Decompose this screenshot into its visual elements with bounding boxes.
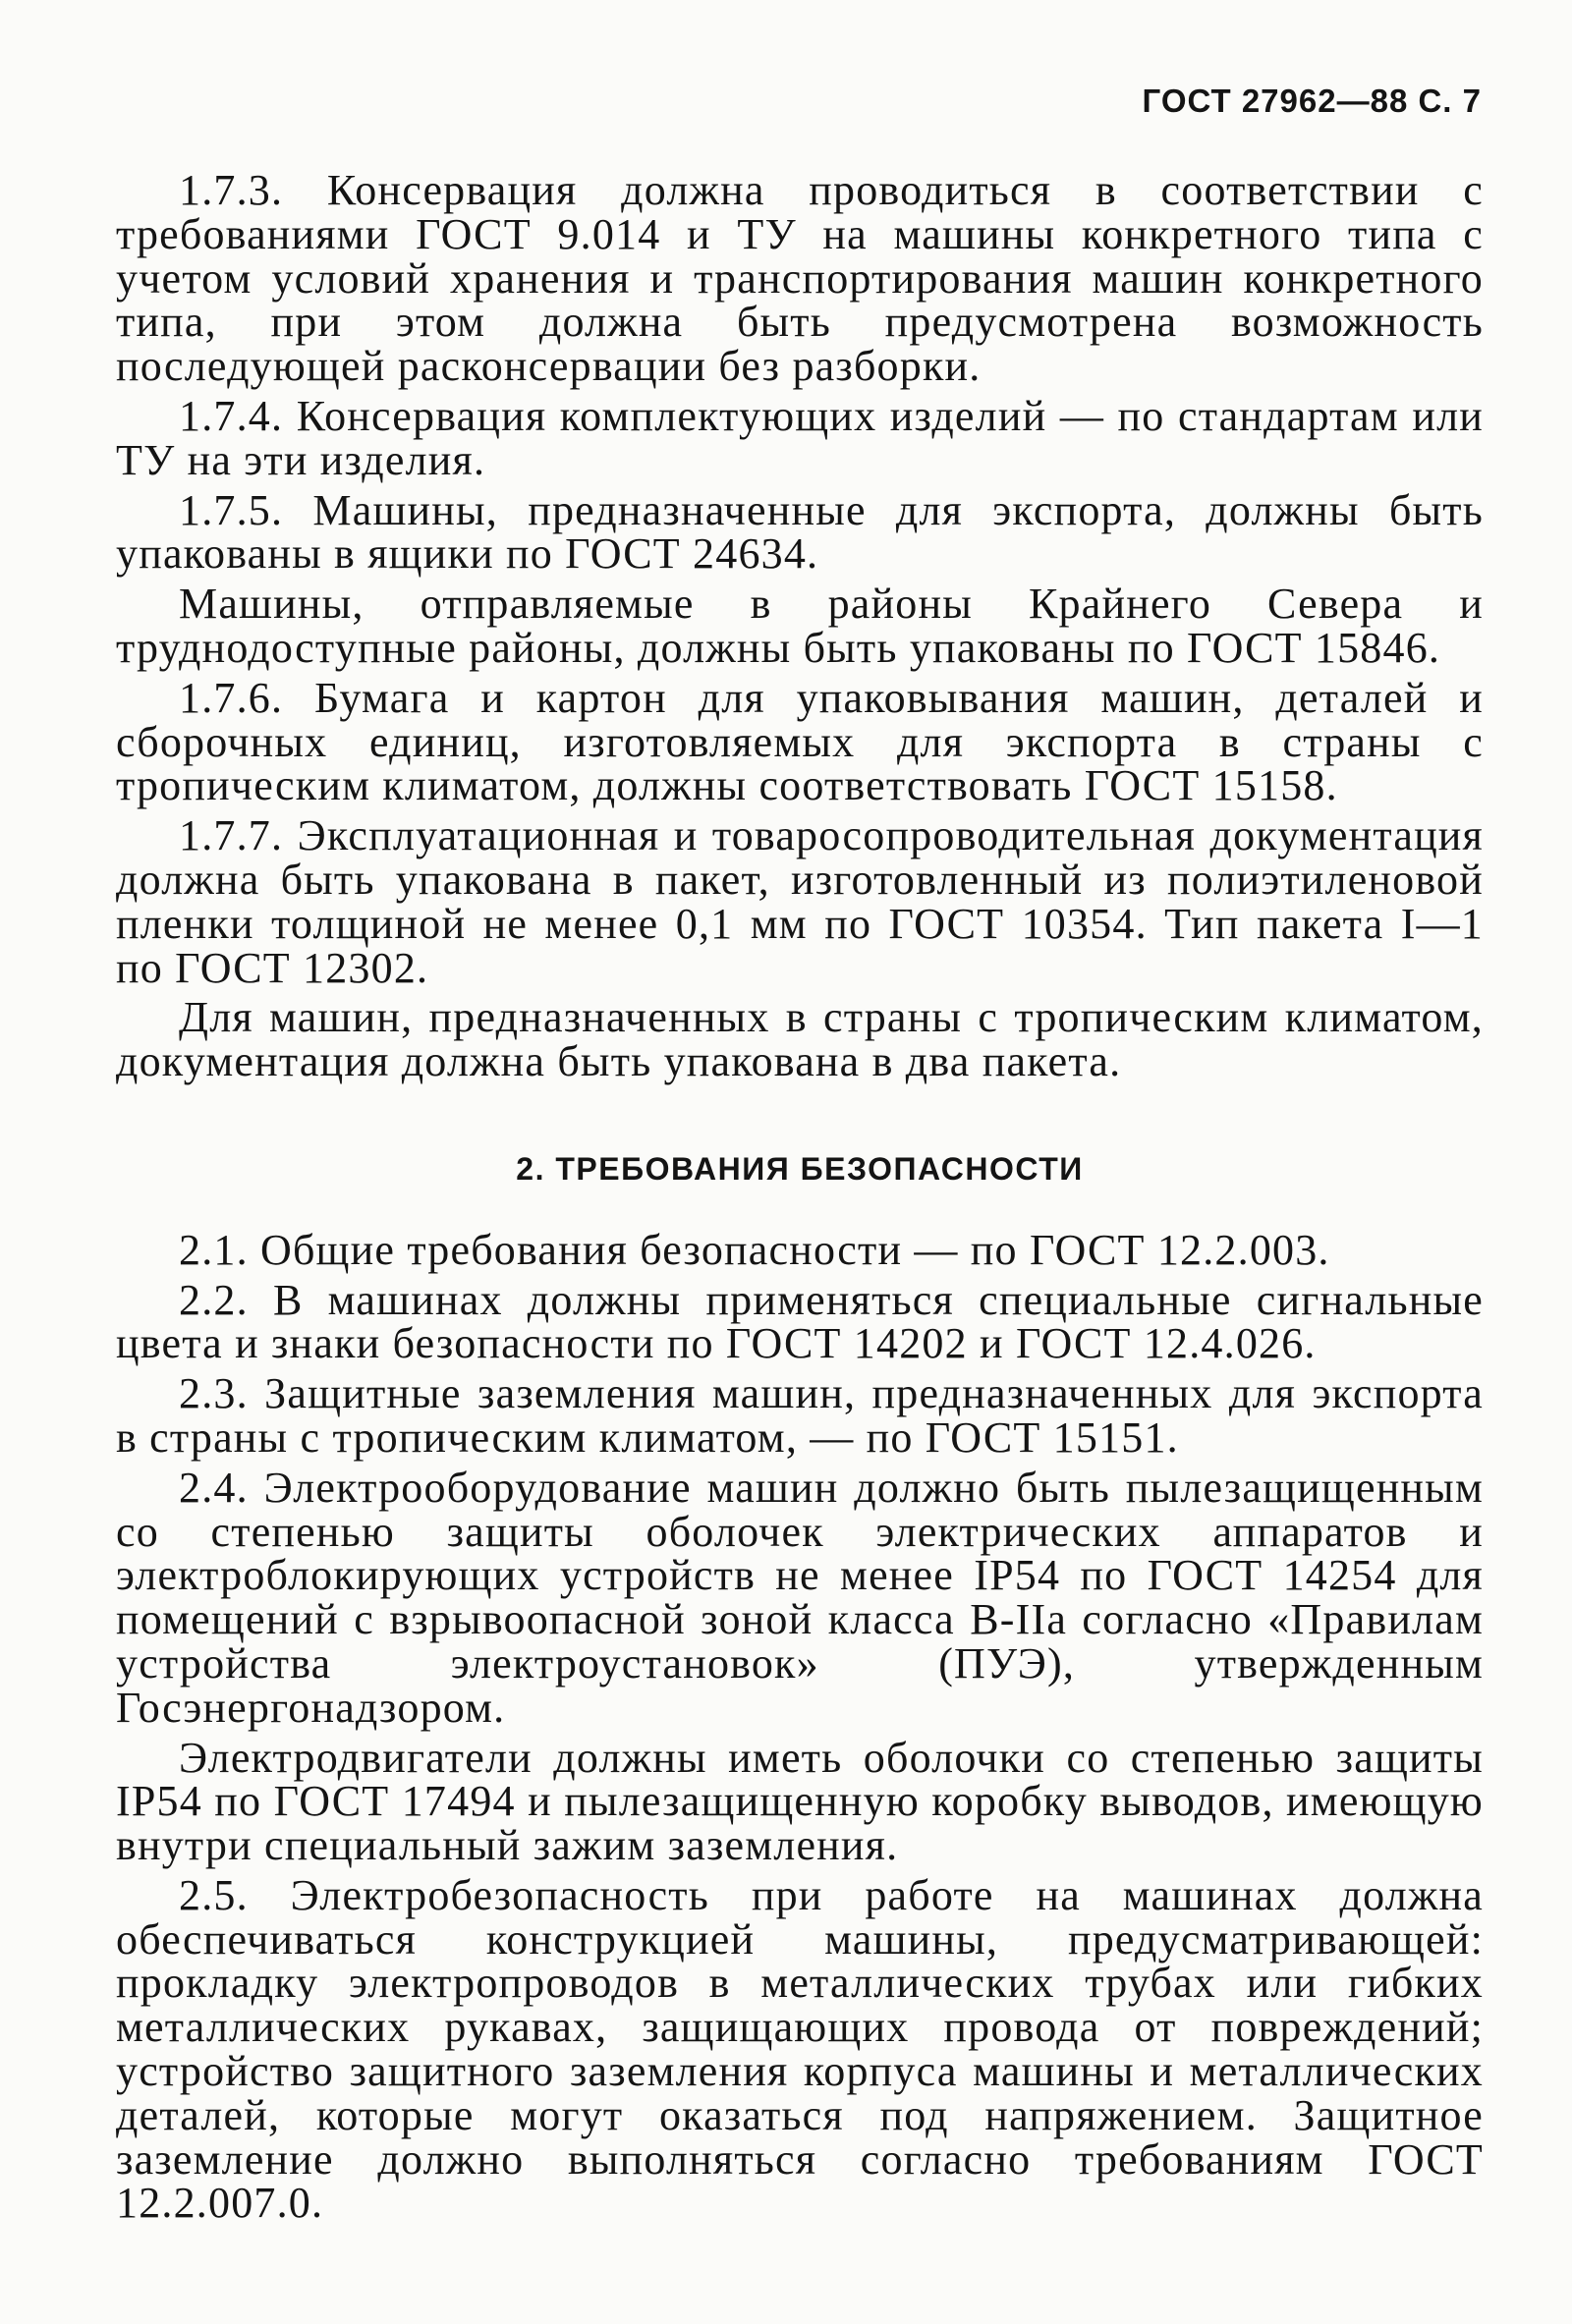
paragraph-2-5: 2.5. Электробезопасность при работе на машинах должна обеспечиваться конструкцией машины, предусматривающей: прокладку электропроводов в металлических трубах или гибких металлических рукавах, защищающих провода от повреждений; устройство защитного заземления корпуса машины и металлических деталей, которые могут оказаться под напряжением. Защитное заземление должно выполняться согласно требованиям ГОСТ 12.2.007.0. <box>116 1870 1484 2228</box>
paragraph-1-7-5: 1.7.5. Машины, предназначенные для экспорта, должны быть упакованы в ящики по ГОСТ 24634. <box>116 485 1484 579</box>
paragraph-tropical-docs: Для машин, предназначенных в страны с тропическим климатом, документация должна быть упакована в два пакета. <box>116 993 1484 1086</box>
page-body <box>116 166 1484 2232</box>
paragraph-2-1: 2.1. Общие требования безопасности — по ГОСТ 12.2.003. <box>179 1225 1330 1274</box>
paragraph-electric-motors: Электродвигатели должны иметь оболочки со степенью защиты IP54 по ГОСТ 17494 и пылезащищенную коробку выводов, имеющую внутри специальный зажим заземления. <box>116 1733 1484 1870</box>
section-title: 2. ТРЕБОВАНИЯ БЕЗОПАСНОСТИ <box>516 1150 1084 1187</box>
paragraph-1-7-6: 1.7.6. Бумага и картон для упаковывания машин, деталей и сборочных единиц, изготовляемых для экспорта в страны с тропическим климатом, должны соответствовать ГОСТ 15158. <box>116 673 1484 810</box>
paragraph-2-4: 2.4. Электрооборудование машин должно быть пылезащищенным со степенью защиты оболочек электрических аппаратов и электроблокирующих устройств не менее IP54 по ГОСТ 14254 для помещений с взрывоопасной зоной класса В-IIа согласно «Правилам устройства электроустановок» (ПУЭ), утвержденным Госэнергонадзором. <box>116 1463 1484 1732</box>
paragraph-1-7-3: 1.7.3. Консервация должна проводиться в соответствии с требованиями ГОСТ 9.014 и ТУ на машины конкретного типа с учетом условий хранения и транспортирования машин конкретного типа, при этом должна быть предусмотрена возможность последующей расконсервации без разборки. <box>116 166 1484 391</box>
running-header: ГОСТ 27962—88 С. 7 <box>1142 83 1482 119</box>
paragraph-2-2: 2.2. В машинах должны применяться специальные сигнальные цвета и знаки безопасности по ГОСТ 14202 и ГОСТ 12.4.026. <box>116 1275 1484 1368</box>
paragraph-far-north: Машины, отправляемые в районы Крайнего Севера и труднодоступные районы, должны быть упакованы по ГОСТ 15846. <box>116 580 1484 672</box>
paragraph-1-7-7: 1.7.7. Эксплуатационная и товаросопроводительная документация должна быть упакована в пакет, изготовленный из полиэтиленовой пленки толщиной не менее 0,1 мм по ГОСТ 10354. Тип пакета I—1 по ГОСТ 12302. <box>116 811 1484 992</box>
paragraph-1-7-4: 1.7.4. Консервация комплектующих изделий — по стандартам или ТУ на эти изделия. <box>116 391 1484 484</box>
paragraph-2-3: 2.3. Защитные заземления машин, предназначенных для экспорта в страны с тропическим климатом, — по ГОСТ 15151. <box>116 1369 1484 1462</box>
